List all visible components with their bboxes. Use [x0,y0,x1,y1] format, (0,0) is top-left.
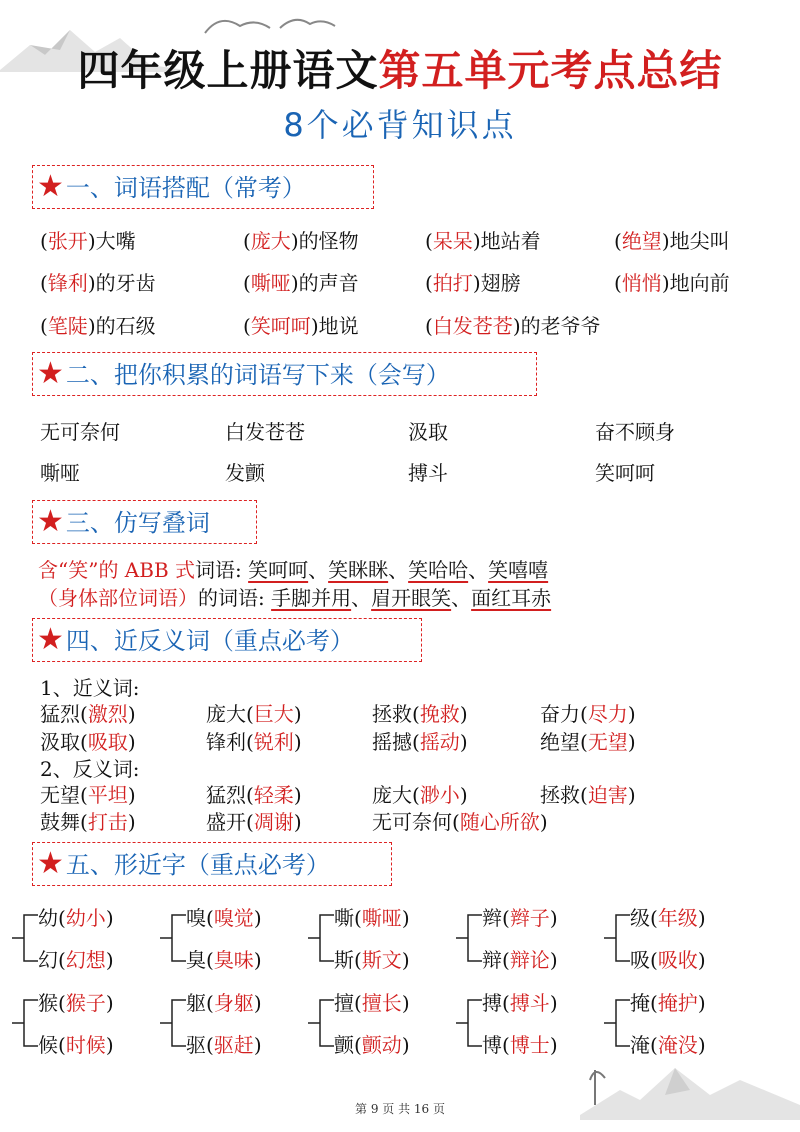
brace-icon [306,988,336,1058]
synonym-pair: 摇撼(摇动) [372,730,468,754]
star-icon: ★ [37,622,64,657]
antonyms-heading: 2、反义词: [40,757,140,781]
synonym-pair: 锋利(锐利) [206,730,302,754]
collocation-item: (庞大)的怪物 [243,229,359,253]
word-item: 汲取 [408,420,448,444]
antonym-pair: 鼓舞(打击) [40,810,136,834]
antonym-pair: 无望(平坦) [40,783,136,807]
collocation-item: (呆呆)地站着 [425,229,541,253]
word-item: 嘶哑 [40,461,80,485]
section-label: 五、形近字（重点必考） [65,851,330,879]
page-footer: 第 9 页 共 16 页 [355,1102,445,1116]
synonym-pair: 拯救(挽救) [372,702,468,726]
section-label: 一、词语搭配（常考） [65,174,306,202]
brace-icon [10,903,40,973]
synonym-pair: 奋力(尽力) [540,702,636,726]
word-item: 搏斗 [408,461,448,485]
word-item: 白发苍苍 [225,420,305,444]
collocation-item: (锋利)的牙齿 [40,271,156,295]
star-icon: ★ [37,169,64,204]
section-label: 三、仿写叠词 [65,509,210,537]
section-header-3 [32,500,257,544]
collocation-item: (悄悄)地向前 [614,271,730,295]
antonym-pair: 猛烈(轻柔) [206,783,302,807]
word-item: 笑呵呵 [595,461,655,485]
collocation-item: (白发苍苍)的老爷爷 [425,314,601,338]
star-icon: ★ [37,846,64,881]
brace-icon [158,988,188,1058]
section-header-1 [32,165,374,209]
brace-icon [454,903,484,973]
star-icon: ★ [37,504,64,539]
section-header-2 [32,352,537,396]
word-item: 奋不顾身 [595,420,675,444]
antonym-pair: 庞大(渺小) [372,783,468,807]
antonym-pair: 拯救(迫害) [540,783,636,807]
section-header-5 [32,842,392,886]
word-item: 发颤 [225,461,265,485]
synonym-pair: 庞大(巨大) [206,702,302,726]
brace-icon [10,988,40,1058]
brace-icon [306,903,336,973]
brace-icon [602,988,632,1058]
title-part2: 第五单元考点总结 [378,46,723,95]
section-label: 二、把你积累的词语写下来（会写） [65,361,450,389]
collocation-item: (拍打)翅膀 [425,271,521,295]
section-label: 四、近反义词（重点必考） [65,627,354,655]
reduplication-line-1: 含“笑”的 ABB 式词语: 笑呵呵、笑眯眯、笑哈哈、笑嘻嘻 [38,558,549,582]
brace-icon [454,988,484,1058]
title-part1: 四年级上册语文 [77,46,379,95]
star-icon: ★ [37,356,64,391]
synonym-pair: 绝望(无望) [540,730,636,754]
synonym-pair: 猛烈(激烈) [40,702,136,726]
section-header-4 [32,618,422,662]
reduplication-line-2: （身体部位词语）的词语: 手脚并用、眉开眼笑、面红耳赤 [38,586,552,610]
collocation-item: (嘶哑)的声音 [243,271,359,295]
collocation-item: (笑呵呵)地说 [243,314,359,338]
word-item: 无可奈何 [40,420,120,444]
synonym-pair: 汲取(吸取) [40,730,136,754]
antonym-pair: 盛开(凋谢) [206,810,302,834]
page-subtitle: 8个必背知识点 [283,106,517,144]
synonyms-heading: 1、近义词: [40,676,140,700]
brace-icon [158,903,188,973]
collocation-item: (张开)大嘴 [40,229,136,253]
collocation-item: (笔陡)的石级 [40,314,156,338]
page-title [0,38,800,98]
antonym-pair: 无可奈何(随心所欲) [372,810,548,834]
collocation-item: (绝望)地尖叫 [614,229,730,253]
brace-icon [602,903,632,973]
